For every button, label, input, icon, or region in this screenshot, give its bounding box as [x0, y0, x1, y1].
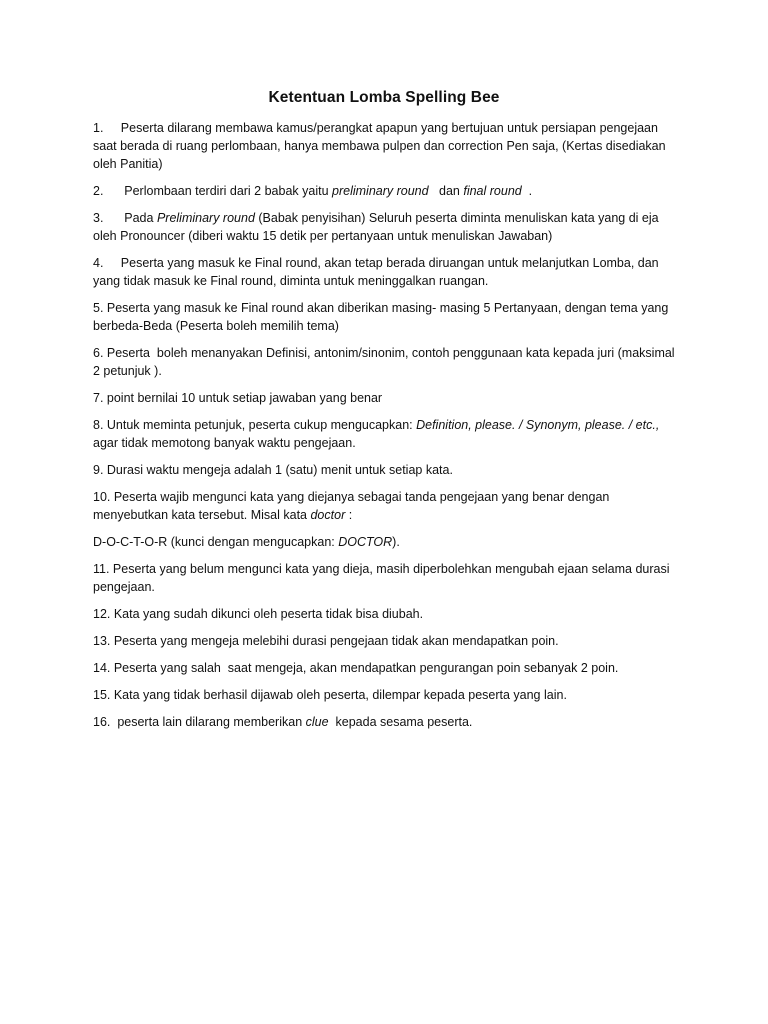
- rule-text: 5. Peserta yang masuk ke Final round akan diberikan masing- masing 5 Pertanyaan, dengan tema yang berbeda-Beda (Peserta boleh memilih tema): [93, 301, 672, 333]
- rule-italic-text: preliminary round: [332, 184, 429, 198]
- rule-item: [93, 254, 681, 290]
- rule-item: [93, 713, 681, 731]
- rule-text: 2. Perlombaan terdiri dari 2 babak yaitu: [93, 184, 333, 198]
- rule-italic-text: Preliminary round: [156, 211, 255, 225]
- rule-item: [93, 686, 681, 704]
- rule-text: 4. Peserta yang masuk ke Final round, akan tetap berada diruangan untuk melanjutkan Lomba, dan yang tidak masuk ke Final round, diminta untuk meninggalkan ruangan.: [93, 256, 663, 288]
- rule-italic-text: final round: [463, 184, 522, 198]
- rule-text: dan: [428, 184, 464, 198]
- rule-italic-text: Definition, please. / Synonym, please. / etc.,: [416, 418, 660, 432]
- rule-text: ).: [392, 535, 400, 549]
- rule-item: [93, 389, 681, 407]
- rule-text: 16. peserta lain dilarang memberikan: [93, 715, 306, 729]
- rule-item: [93, 344, 681, 380]
- rule-italic-text: doctor: [310, 508, 346, 522]
- rule-item: [93, 659, 681, 677]
- rule-item: [93, 299, 681, 335]
- rule-item: [93, 119, 681, 173]
- rule-italic-text: DOCTOR: [338, 535, 393, 549]
- rule-text: :: [345, 508, 353, 522]
- rule-item: [93, 416, 681, 452]
- rule-text: 13. Peserta yang mengeja melebihi durasi pengejaan tidak akan mendapatkan poin.: [93, 634, 559, 648]
- rule-text: 10. Peserta wajib mengunci kata yang diejanya sebagai tanda pengejaan yang benar dengan menyebutkan kata tersebut. Misal kata: [93, 490, 613, 522]
- rule-text: 14. Peserta yang salah saat mengeja, akan mendapatkan pengurangan poin sebanyak 2 poin.: [93, 661, 619, 675]
- rule-item: [93, 461, 681, 479]
- rule-italic-text: clue: [305, 715, 329, 729]
- rule-item: [93, 488, 681, 524]
- rule-text: (Babak penyisihan) Seluruh peserta diminta menuliskan kata yang di eja oleh Pronouncer (diberi waktu 15 detik per pertanyaan untuk menuliskan Jawaban): [93, 211, 663, 243]
- rule-text: 11. Peserta yang belum mengunci kata yang dieja, masih diperbolehkan mengubah ejaan selama durasi pengejaan.: [93, 562, 674, 594]
- rule-text: D-O-C-T-O-R (kunci dengan mengucapkan:: [93, 535, 339, 549]
- rule-text: 3. Pada: [93, 211, 157, 225]
- rules-list: [93, 119, 681, 740]
- rule-text: 7. point bernilai 10 untuk setiap jawaban yang benar: [93, 391, 383, 405]
- rule-item: [93, 605, 681, 623]
- rule-text: 15. Kata yang tidak berhasil dijawab oleh peserta, dilempar kepada peserta yang lain.: [93, 688, 567, 702]
- rule-item: [93, 209, 681, 245]
- rule-item: [93, 560, 681, 596]
- rule-text: kepada sesama peserta.: [328, 715, 473, 729]
- rule-text: agar tidak memotong banyak waktu pengejaan.: [93, 418, 667, 450]
- rule-item: [93, 182, 681, 200]
- rule-text: 12. Kata yang sudah dikunci oleh peserta tidak bisa diubah.: [93, 607, 424, 621]
- rule-text: .: [521, 184, 533, 198]
- rule-text: 6. Peserta boleh menanyakan Definisi, antonim/sinonim, contoh penggunaan kata kepada juri (maksimal 2 petunjuk ).: [93, 346, 679, 378]
- rule-item: [93, 632, 681, 650]
- document-title: Ketentuan Lomba Spelling Bee: [268, 89, 500, 106]
- rule-text: 1. Peserta dilarang membawa kamus/perangkat apapun yang bertujuan untuk persiapan pengejaan saat berada di ruang perlombaan, hanya membawa pulpen dan correction Pen saja, (Kertas disediakan oleh Panitia): [93, 121, 670, 171]
- rule-text: 8. Untuk meminta petunjuk, peserta cukup mengucapkan:: [93, 418, 417, 432]
- rule-item: [93, 533, 681, 551]
- rule-text: 9. Durasi waktu mengeja adalah 1 (satu) menit untuk setiap kata.: [93, 463, 453, 477]
